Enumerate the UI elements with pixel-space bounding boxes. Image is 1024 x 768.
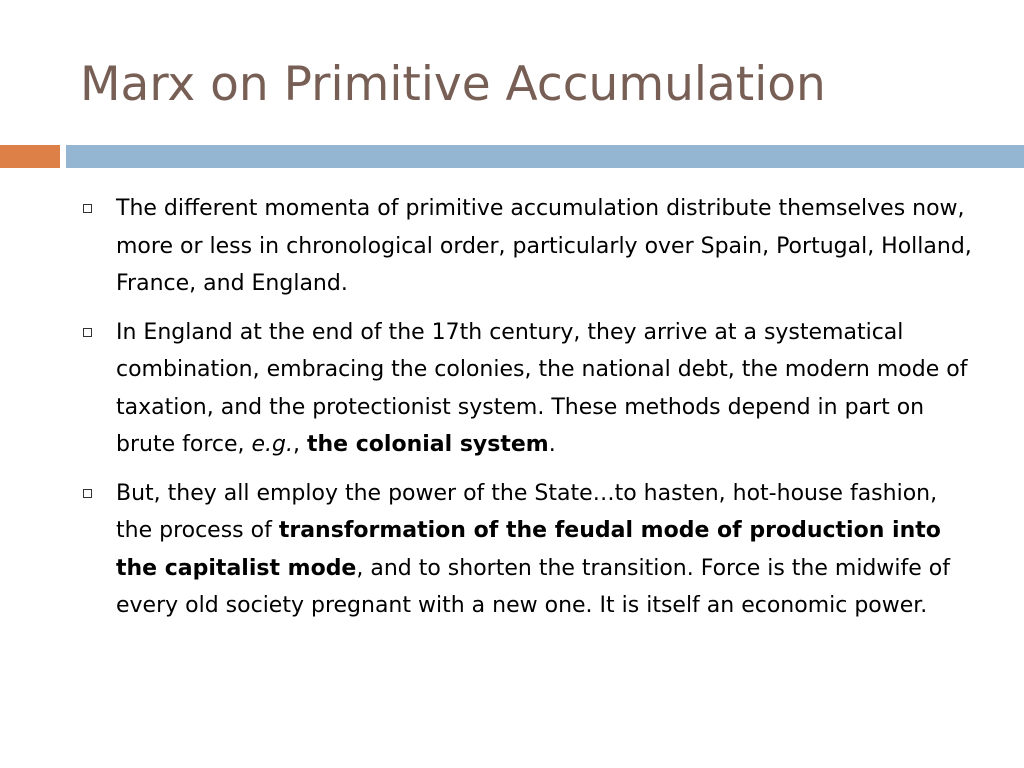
text-segment: The different momenta of primitive accumulation distribute themselves now, more or less in chronological order, particularly over Spain, Portugal, Holland, France, and England. <box>116 196 972 296</box>
bullet-item <box>80 314 980 464</box>
bullet-item <box>80 190 980 303</box>
slide-title: Marx on Primitive Accumulation <box>80 57 826 112</box>
italic-segment: e.g. <box>251 432 293 457</box>
bold-segment: transformation of the feudal mode of production into the capitalist mode <box>116 518 941 581</box>
bold-segment: the colonial system <box>307 432 549 457</box>
square-bullet-icon <box>83 204 92 213</box>
bullet-text <box>116 481 950 619</box>
bullet-text <box>116 196 972 296</box>
square-bullet-icon <box>83 328 92 337</box>
text-segment: , <box>293 432 307 457</box>
bullet-item <box>80 475 980 625</box>
square-bullet-icon <box>83 489 92 498</box>
bullet-list <box>80 190 980 636</box>
text-segment: . <box>548 432 556 457</box>
text-segment: But, they all employ the power of the State…to hasten, hot-house fashion, the process of <box>116 480 938 543</box>
title-divider-bar <box>66 145 1024 168</box>
text-segment: In England at the end of the 17th century, they arrive at a systematical combination, embracing the colonies, the national debt, the modern mode of taxation, and the protectionist system. These methods depend in part on brute force, <box>116 319 968 457</box>
bullet-text <box>116 320 967 458</box>
text-segment: , and to shorten the transition. Force is the midwife of every old society pregnant with a new one. It is itself an economic power. <box>116 555 950 618</box>
accent-bar <box>0 145 60 168</box>
